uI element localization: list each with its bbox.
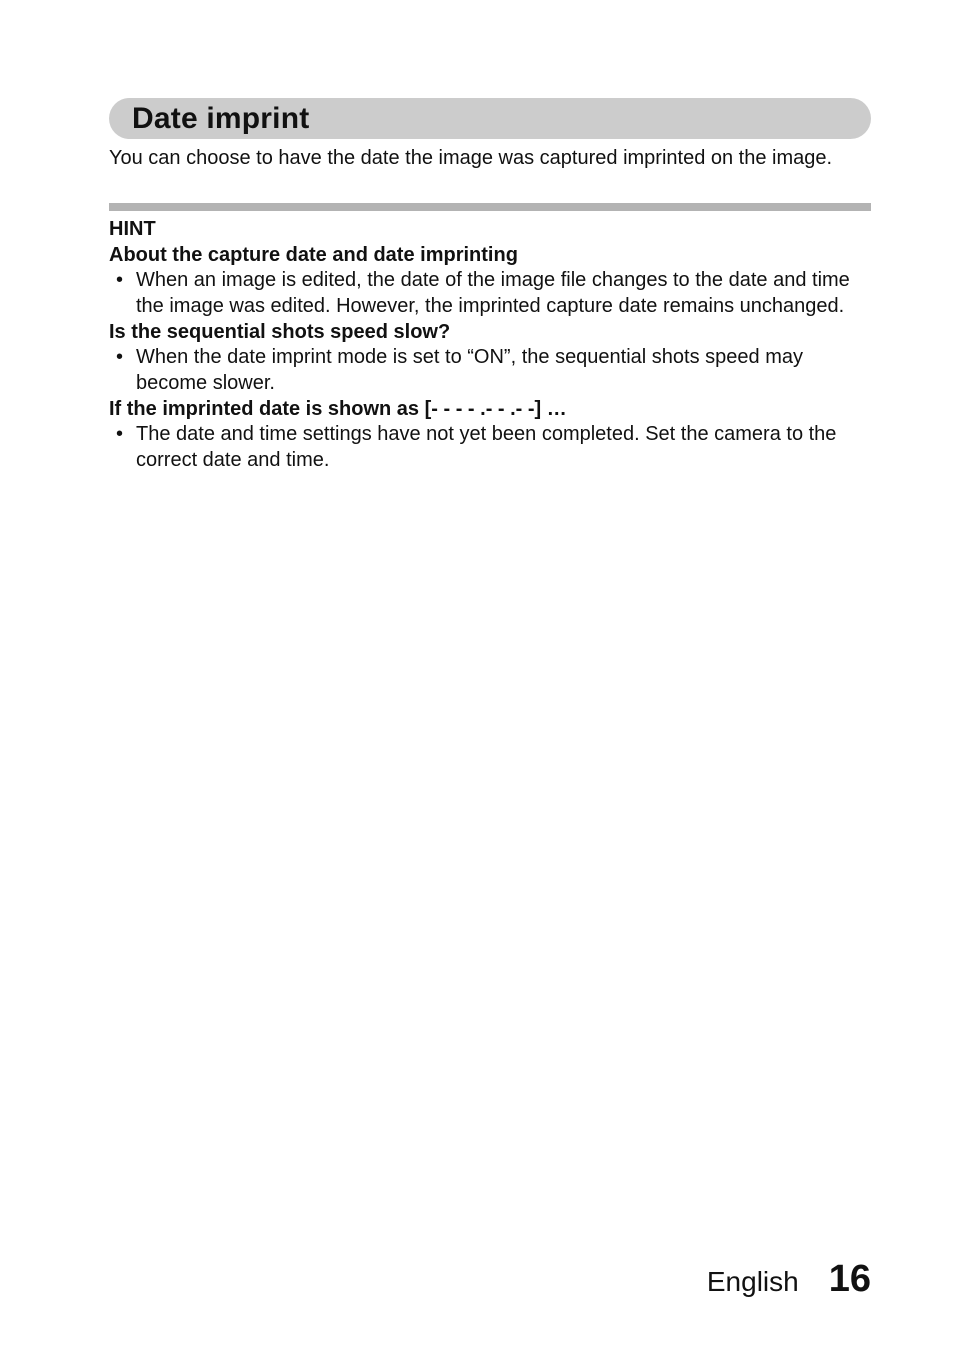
footer-language: English [706, 1266, 799, 1297]
bullet-text: The date and time settings have not yet been completed. Set the camera to the correct date and time. [136, 423, 837, 471]
list-item [109, 422, 871, 473]
hint-section-capture-date [109, 242, 871, 319]
document-page [109, 98, 871, 473]
list-item [109, 268, 871, 319]
bullet-text: When an image is edited, the date of the image file changes to the date and time the image was edited. However, the imprinted capture date remains unchanged. [136, 269, 850, 317]
section-heading: Is the sequential shots speed slow? [109, 321, 451, 343]
page-number: 16 [828, 1258, 871, 1300]
bullet-list [109, 422, 871, 473]
hint-section-imprinted-date [109, 396, 871, 473]
bullet-icon: • [116, 423, 124, 445]
title-bar [109, 98, 871, 139]
bullet-icon: • [116, 346, 124, 368]
bullet-icon: • [116, 269, 124, 291]
page-footer [707, 1258, 871, 1301]
hint-label: HINT [109, 218, 156, 240]
bullet-text: When the date imprint mode is set to “ON”, the sequential shots speed may become slower. [136, 346, 803, 394]
section-heading: If the imprinted date is shown as [- - - - .- - .- -] … [109, 398, 567, 420]
bullet-list [109, 268, 871, 319]
section-heading: About the capture date and date imprinting [109, 244, 518, 266]
hint-section-sequential-speed [109, 319, 871, 396]
intro-paragraph: You can choose to have the date the image was captured imprinted on the image. [109, 147, 833, 169]
hint-divider [109, 203, 871, 211]
bullet-list [109, 345, 871, 396]
page-title: Date imprint [132, 101, 310, 135]
list-item [109, 345, 871, 396]
